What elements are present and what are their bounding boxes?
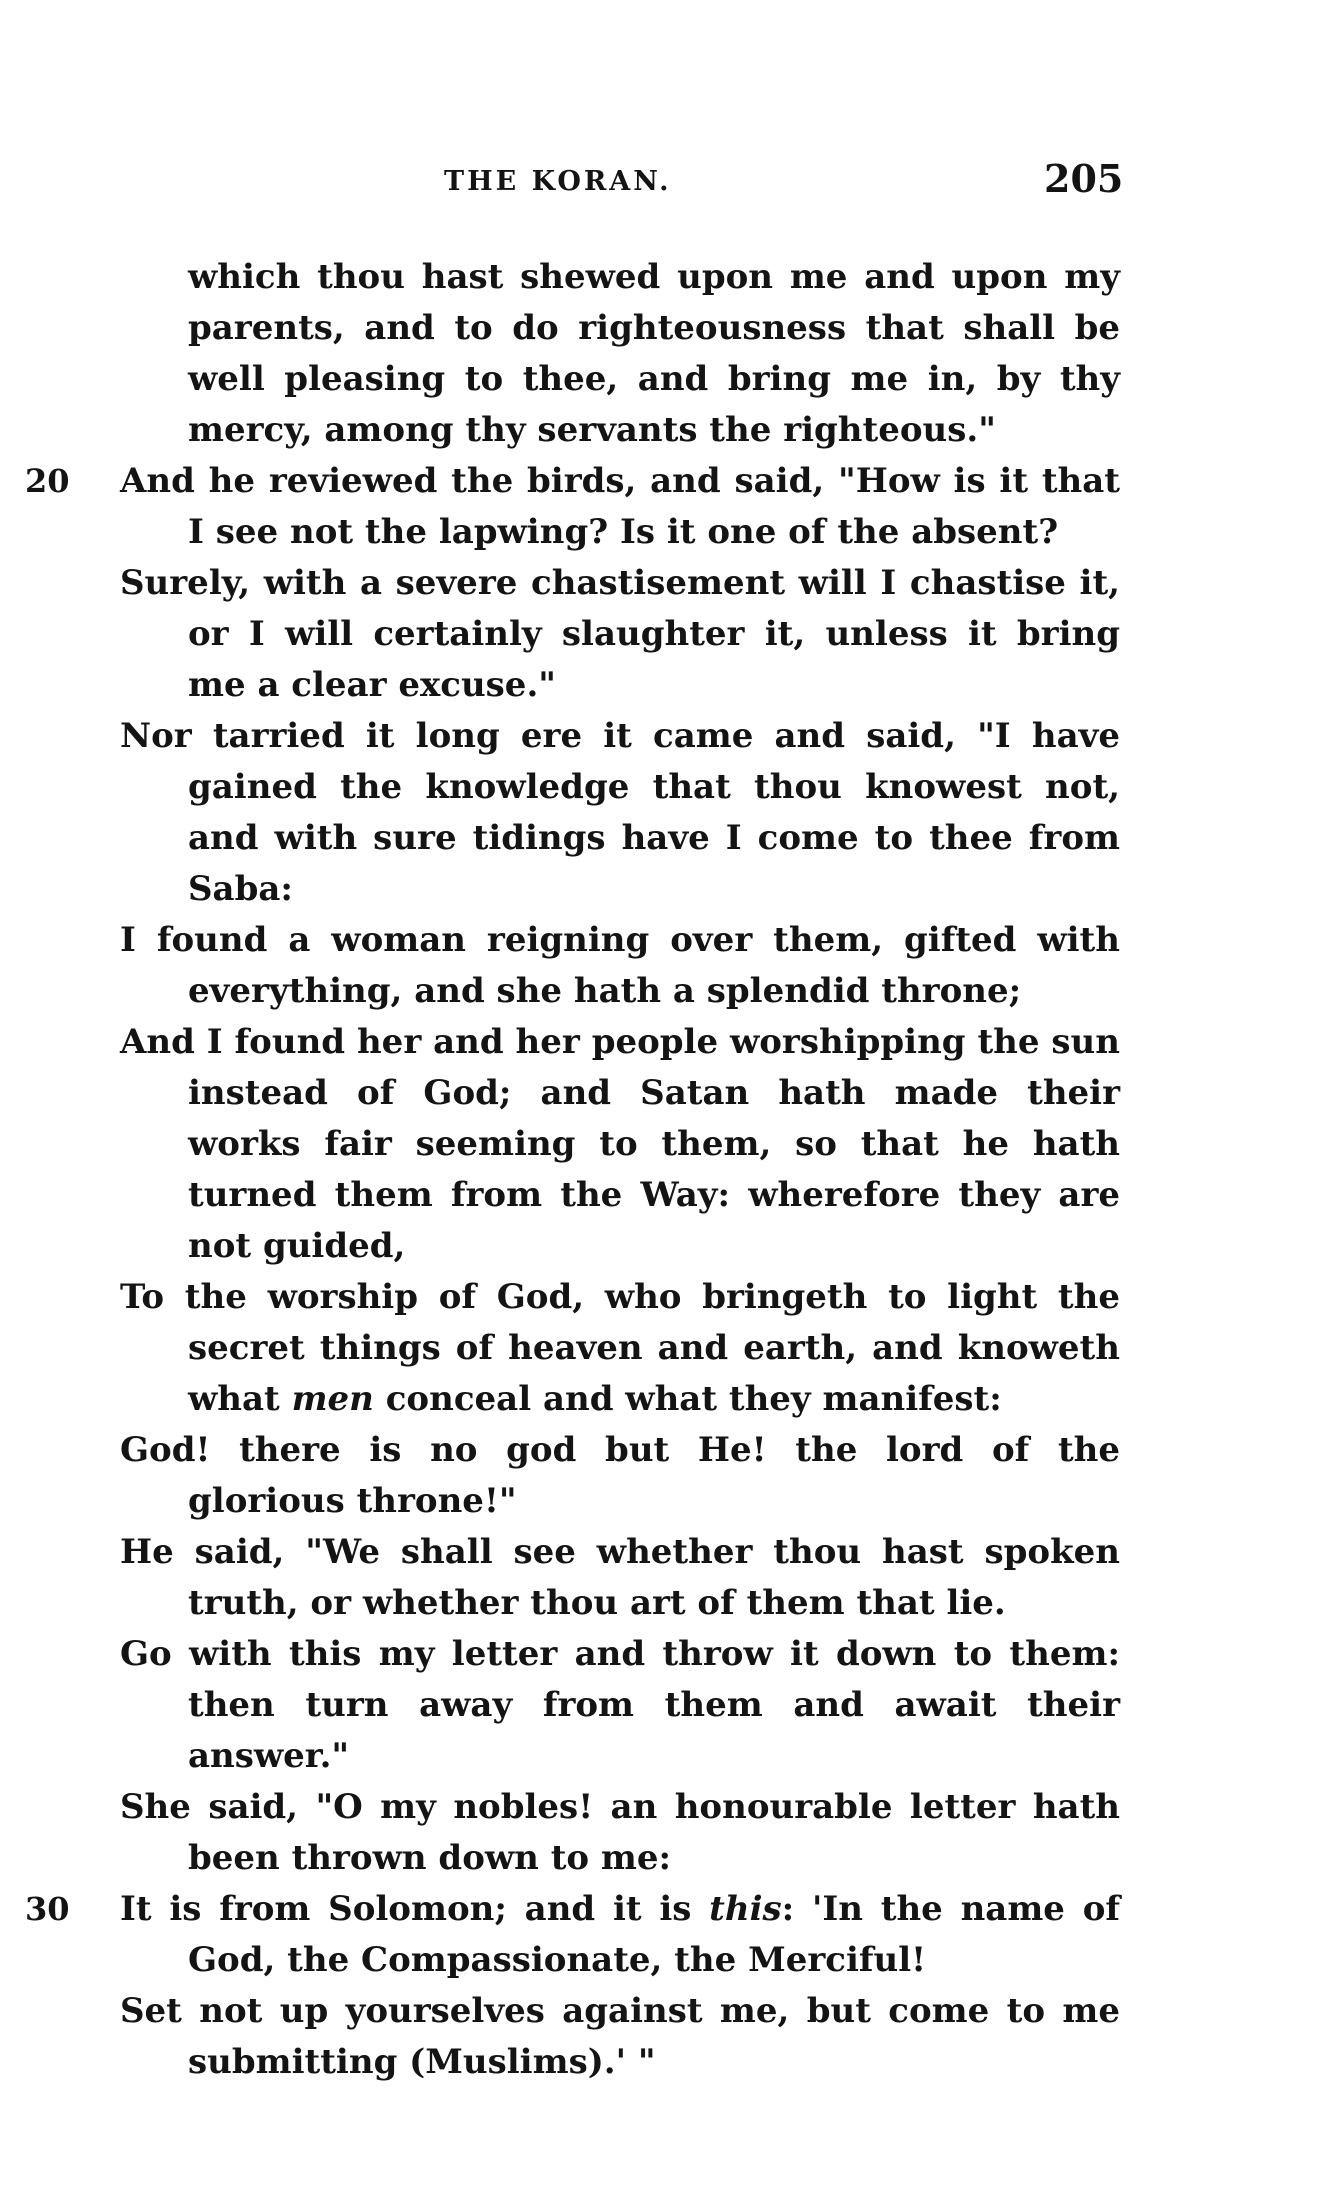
verse-paragraph [120,1527,1120,1629]
verse-text: To the worship of God, who bringeth to light the secret things of heaven and earth, and knoweth what [120,1277,1120,1419]
verse-text: Go with this my letter and throw it down to them: then turn away from them and await their answer." [120,1634,1120,1776]
page-header [0,0,1332,220]
verse-paragraph [25,1884,1120,1986]
verse-text: And I found her and her people worshipping the sun instead of God; and Satan hath made their works fair seeming to them, so that he hath turned them from the Way: wherefore they are not guided, [120,1022,1120,1266]
verse-text: conceal and what they manifest: [373,1379,1002,1419]
running-title: THE KORAN. [444,166,672,197]
verse-italic-word: men [291,1379,374,1419]
verse-paragraph [25,456,1120,558]
verse-italic-word: this [709,1889,782,1929]
verse-paragraph [120,252,1120,456]
verse-paragraph [120,711,1120,915]
verse-number: 30 [25,1890,70,1928]
verse-paragraph [120,1272,1120,1425]
verse-text: : 'In the name of God, the Compassionate, the Merciful! [188,1889,1120,1980]
verse-paragraph [120,1629,1120,1782]
verse-text: Set not up yourselves against me, but come to me submitting (Muslims).' " [120,1991,1120,2082]
verse-text: Nor tarried it long ere it came and said, "I have gained the knowledge that thou knowest not, and with sure tidings have I come to thee from Saba: [120,716,1120,909]
verse-paragraph [120,1425,1120,1527]
verse-text-block [25,252,1120,2088]
verse-text: I found a woman reigning over them, gifted with everything, and she hath a splendid throne; [120,920,1120,1011]
verse-text: It is from Solomon; and it is [120,1889,710,1929]
verse-number: 20 [25,462,70,500]
verse-text: He said, "We shall see whether thou hast spoken truth, or whether thou art of them that lie. [120,1532,1120,1623]
verse-paragraph [120,558,1120,711]
verse-paragraph [120,1986,1120,2088]
page-number: 205 [1044,156,1124,201]
verse-text: God! there is no god but He! the lord of the glorious throne!" [120,1430,1120,1521]
verse-text: And he reviewed the birds, and said, "How is it that I see not the lapwing? Is it one of the absent? [120,461,1120,552]
verse-text: which thou hast shewed upon me and upon my parents, and to do righteousness that shall be well pleasing to thee, and bring me in, by thy mercy, among thy servants the righteous." [188,257,1120,450]
verse-text: She said, "O my nobles! an honourable letter hath been thrown down to me: [120,1787,1120,1878]
verse-text: Surely, with a severe chastisement will I chastise it, or I will certainly slaughter it, unless it bring me a clear excuse." [120,563,1120,705]
verse-paragraph [120,1017,1120,1272]
verse-paragraph [120,915,1120,1017]
verse-paragraph [120,1782,1120,1884]
